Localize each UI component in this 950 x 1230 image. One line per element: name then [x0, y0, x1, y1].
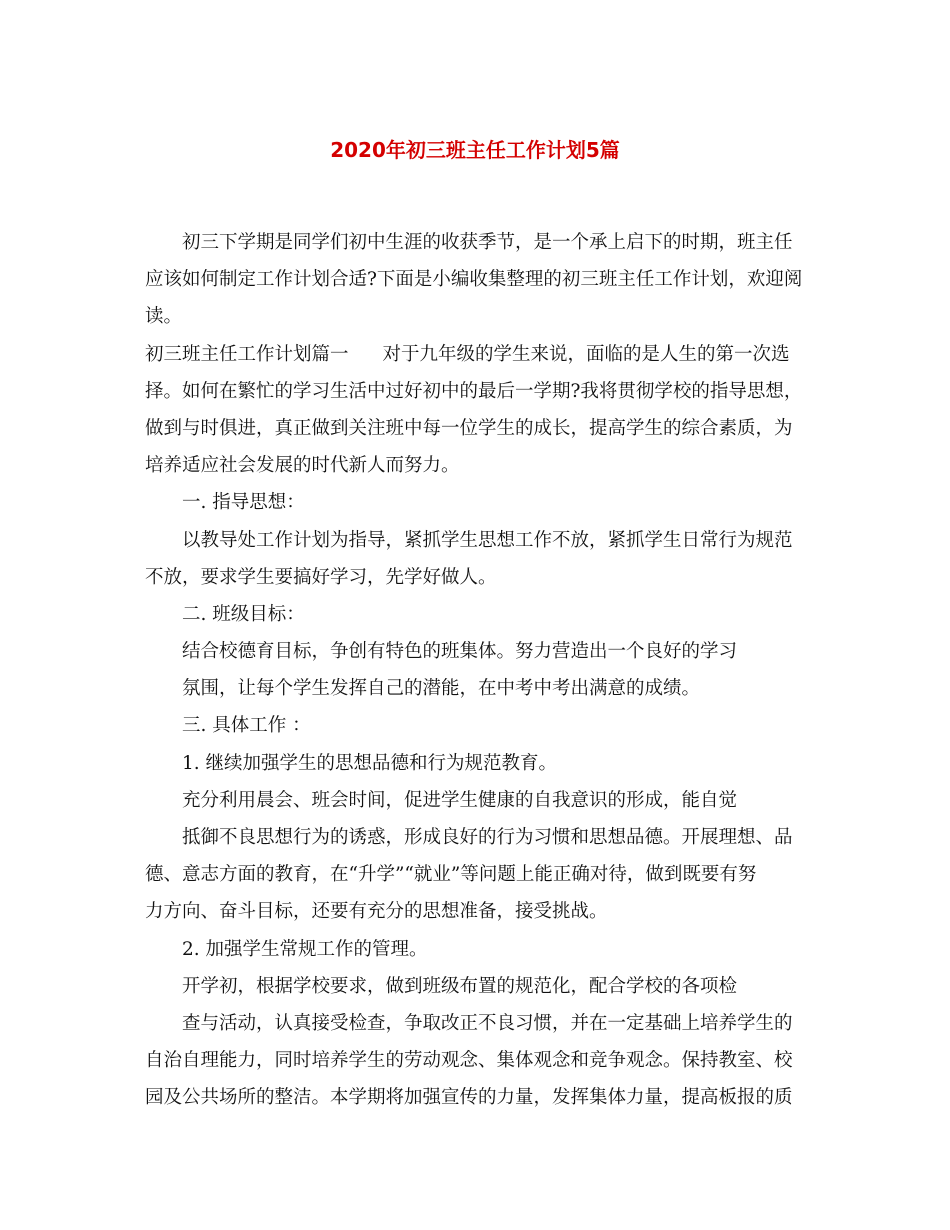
paragraph-line: 园及公共场所的整洁。本学期将加强宣传的力量，发挥集体力量，提高板报的质 [145, 1087, 793, 1109]
paragraph-line: 结合校德育目标，争创有特色的班集体。努力营造出一个良好的学习 [182, 641, 738, 663]
section-heading: 初三班主任工作计划篇一 [145, 343, 349, 365]
paragraph-line: 读。 [145, 306, 183, 328]
paragraph-line: 不放，要求学生要搞好学习，先学好做人。 [145, 566, 497, 588]
paragraph-line: 力方向、奋斗目标，还要有充分的思想准备，接受挑战。 [145, 901, 608, 923]
paragraph-line: 查与活动，认真接受检查，争取改正不良习惯，并在一定基础上培养学生的 [182, 1012, 793, 1034]
document-title: 2020年初三班主任工作计划5篇 [330, 138, 620, 162]
subsection-heading: 2. 加强学生常规工作的管理。 [182, 938, 428, 960]
paragraph-line: 初三下学期是同学们初中生涯的收获季节，是一个承上启下的时期，班主任 [182, 232, 793, 253]
paragraph-line: 充分利用晨会、班会时间，促进学生健康的自我意识的形成，能自觉 [182, 789, 738, 811]
paragraph-text: 对于九年级的学生来说，面临的是人生的第一次选 [382, 343, 790, 365]
paragraph-line: 应该如何制定工作计划合适?下面是小编收集整理的初三班主任工作计划，欢迎阅 [145, 269, 803, 291]
section-heading: 二. 班级目标： [182, 603, 305, 625]
document-body [145, 224, 805, 1117]
subsection-heading: 1. 继续加强学生的思想品德和行为规范教育。 [182, 752, 558, 774]
section-heading: 三. 具体工作 ： [182, 715, 311, 737]
paragraph-line: 做到与时俱进，真正做到关注班中每一位学生的成长，提高学生的综合素质，为 [145, 417, 793, 439]
paragraph-line: 开学初，根据学校要求，做到班级布置的规范化，配合学校的各项检 [182, 975, 738, 997]
paragraph-line: 氛围，让每个学生发挥自己的潜能，在中考中考出满意的成绩。 [182, 678, 701, 700]
paragraph-line: 抵御不良思想行为的诱惑，形成良好的行为习惯和思想品德。开展理想、品 [182, 827, 793, 848]
paragraph-line: 培养适应社会发展的时代新人而努力。 [145, 455, 460, 477]
paragraph-line: 择。如何在繁忙的学习生活中过好初中的最后一学期?我将贯彻学校的指导思想， [145, 380, 803, 402]
paragraph-line: 德、意志方面的教育，在“升学”“就业”等问题上能正确对待，做到既要有努 [145, 864, 757, 886]
paragraph-line: 以教导处工作计划为指导，紧抓学生思想工作不放，紧抓学生日常行为规范 [182, 529, 793, 551]
section-heading: 一. 指导思想： [182, 492, 305, 514]
paragraph-line [145, 336, 805, 373]
paragraph-line: 自治自理能力，同时培养学生的劳动观念、集体观念和竞争观念。保持教室、校 [145, 1050, 793, 1072]
